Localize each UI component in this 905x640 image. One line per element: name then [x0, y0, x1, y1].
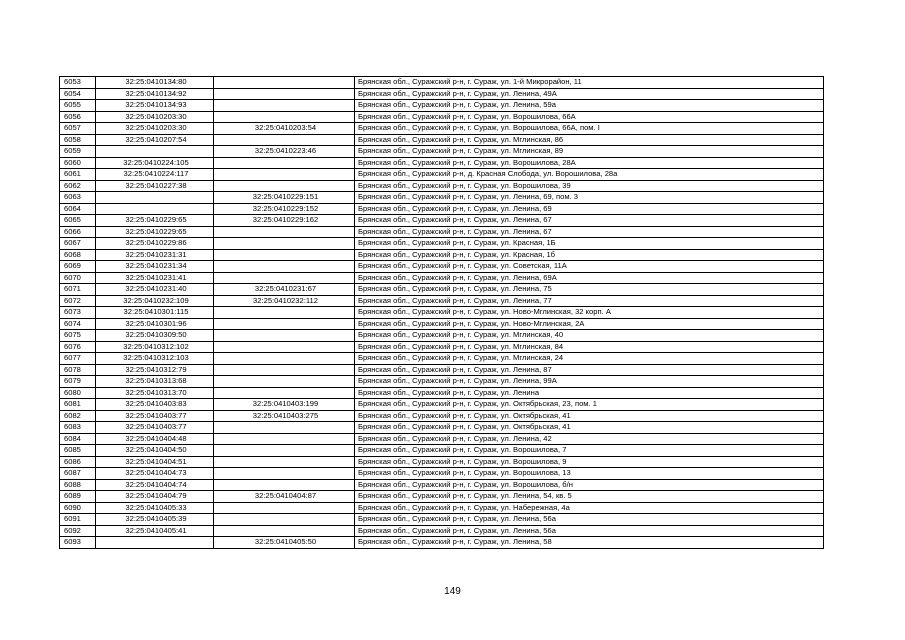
premises-cadastral-number-cell [214, 387, 355, 399]
premises-cadastral-number-cell [214, 111, 355, 123]
premises-cadastral-number-cell [214, 77, 355, 89]
table-row [60, 341, 824, 353]
row-number-cell: 6069 [60, 261, 96, 273]
premises-cadastral-number-cell: 32:25:0410229:151 [214, 192, 355, 204]
cadastral-number-cell: 32:25:0410309:50 [96, 330, 214, 342]
address-cell: Брянская обл., Суражский р-н, г. Сураж, ул. Ленина, 69, пом. 3 [355, 192, 824, 204]
premises-cadastral-number-cell [214, 88, 355, 100]
premises-cadastral-number-cell: 32:25:0410231:67 [214, 284, 355, 296]
cadastral-number-cell: 32:25:0410134:93 [96, 100, 214, 112]
premises-cadastral-number-cell [214, 134, 355, 146]
premises-cadastral-number-cell: 32:25:0410404:87 [214, 491, 355, 503]
cadastral-number-cell: 32:25:0410232:109 [96, 295, 214, 307]
cadastral-number-cell: 32:25:0410224:105 [96, 157, 214, 169]
address-cell: Брянская обл., Суражский р-н, г. Сураж, ул. Ленина, 59а [355, 100, 824, 112]
premises-cadastral-number-cell: 32:25:0410229:162 [214, 215, 355, 227]
row-number-cell: 6068 [60, 249, 96, 261]
table-row [60, 422, 824, 434]
cadastral-number-cell: 32:25:0410403:83 [96, 399, 214, 411]
address-cell: Брянская обл., Суражский р-н, г. Сураж, ул. Ворошилова, б/н [355, 479, 824, 491]
address-cell: Брянская обл., Суражский р-н, д. Красная Слобода, ул. Ворошилова, 28а [355, 169, 824, 181]
premises-cadastral-number-cell [214, 468, 355, 480]
cadastral-number-cell: 32:25:0410134:80 [96, 77, 214, 89]
premises-cadastral-number-cell [214, 422, 355, 434]
row-number-cell: 6077 [60, 353, 96, 365]
address-cell: Брянская обл., Суражский р-н, г. Сураж, ул. Набережная, 4а [355, 502, 824, 514]
table-row [60, 180, 824, 192]
address-cell: Брянская обл., Суражский р-н, г. Сураж, ул. Октябрьская, 41 [355, 410, 824, 422]
table-row [60, 215, 824, 227]
address-cell: Брянская обл., Суражский р-н, г. Сураж, ул. Ленина, 69А [355, 272, 824, 284]
premises-cadastral-number-cell [214, 456, 355, 468]
table-row [60, 295, 824, 307]
premises-cadastral-number-cell: 32:25:0410232:112 [214, 295, 355, 307]
table-row [60, 272, 824, 284]
row-number-cell: 6053 [60, 77, 96, 89]
address-cell: Брянская обл., Суражский р-н, г. Сураж, ул. Ленина, 87 [355, 364, 824, 376]
address-cell: Брянская обл., Суражский р-н, г. Сураж, ул. Ленина, 69 [355, 203, 824, 215]
table-row [60, 284, 824, 296]
cadastral-number-cell: 32:25:0410313:70 [96, 387, 214, 399]
address-cell: Брянская обл., Суражский р-н, г. Сураж, ул. Ленина, 67 [355, 215, 824, 227]
table-row [60, 88, 824, 100]
address-cell: Брянская обл., Суражский р-н, г. Сураж, ул. Ленина, 56а [355, 525, 824, 537]
cadastral-number-cell: 32:25:0410203:30 [96, 123, 214, 135]
cadastral-number-cell: 32:25:0410231:31 [96, 249, 214, 261]
cadastral-number-cell: 32:25:0410405:41 [96, 525, 214, 537]
premises-cadastral-number-cell: 32:25:0410223:46 [214, 146, 355, 158]
address-cell: Брянская обл., Суражский р-н, г. Сураж, ул. Ворошилова, 28А [355, 157, 824, 169]
page-number: 149 [444, 586, 461, 597]
address-cell: Брянская обл., Суражский р-н, г. Сураж, ул. Ленина, 77 [355, 295, 824, 307]
table-row [60, 100, 824, 112]
cadastral-number-cell: 32:25:0410403:77 [96, 422, 214, 434]
row-number-cell: 6074 [60, 318, 96, 330]
address-cell: Брянская обл., Суражский р-н, г. Сураж, ул. Ленина, 58 [355, 537, 824, 549]
premises-cadastral-number-cell [214, 261, 355, 273]
address-cell: Брянская обл., Суражский р-н, г. Сураж, ул. Октябрьская, 23, пом. 1 [355, 399, 824, 411]
cadastral-number-cell: 32:25:0410403:77 [96, 410, 214, 422]
premises-cadastral-number-cell [214, 502, 355, 514]
row-number-cell: 6063 [60, 192, 96, 204]
premises-cadastral-number-cell: 32:25:0410403:199 [214, 399, 355, 411]
address-cell: Брянская обл., Суражский р-н, г. Сураж, ул. Ворошилова, 66А, пом. I [355, 123, 824, 135]
premises-cadastral-number-cell [214, 353, 355, 365]
row-number-cell: 6082 [60, 410, 96, 422]
premises-cadastral-number-cell [214, 238, 355, 250]
premises-cadastral-number-cell [214, 226, 355, 238]
table-row [60, 479, 824, 491]
address-cell: Брянская обл., Суражский р-н, г. Сураж, ул. Мглинская, 24 [355, 353, 824, 365]
table-row [60, 123, 824, 135]
table-row [60, 445, 824, 457]
row-number-cell: 6078 [60, 364, 96, 376]
row-number-cell: 6073 [60, 307, 96, 319]
table-row [60, 318, 824, 330]
address-cell: Брянская обл., Суражский р-н, г. Сураж, ул. Мглинская, 84 [355, 341, 824, 353]
cadastral-number-cell: 32:25:0410231:40 [96, 284, 214, 296]
address-cell: Брянская обл., Суражский р-н, г. Сураж, ул. Ленина, 75 [355, 284, 824, 296]
cadastral-number-cell: 32:25:0410312:103 [96, 353, 214, 365]
premises-cadastral-number-cell [214, 433, 355, 445]
row-number-cell: 6086 [60, 456, 96, 468]
cadastral-number-cell: 32:25:0410405:33 [96, 502, 214, 514]
table-row [60, 203, 824, 215]
row-number-cell: 6070 [60, 272, 96, 284]
cadastral-number-cell: 32:25:0410312:102 [96, 341, 214, 353]
row-number-cell: 6083 [60, 422, 96, 434]
table-row [60, 387, 824, 399]
row-number-cell: 6062 [60, 180, 96, 192]
premises-cadastral-number-cell [214, 180, 355, 192]
table-row [60, 410, 824, 422]
table-row [60, 249, 824, 261]
row-number-cell: 6056 [60, 111, 96, 123]
table-row [60, 261, 824, 273]
row-number-cell: 6089 [60, 491, 96, 503]
table-row [60, 353, 824, 365]
row-number-cell: 6084 [60, 433, 96, 445]
address-cell: Брянская обл., Суражский р-н, г. Сураж, ул. Мглинская, 40 [355, 330, 824, 342]
address-cell: Брянская обл., Суражский р-н, г. Сураж, ул. Ленина, 54, кв. 5 [355, 491, 824, 503]
premises-cadastral-number-cell [214, 307, 355, 319]
table-row [60, 157, 824, 169]
cadastral-number-cell: 32:25:0410224:117 [96, 169, 214, 181]
row-number-cell: 6067 [60, 238, 96, 250]
address-cell: Брянская обл., Суражский р-н, г. Сураж, ул. Ленина, 99А [355, 376, 824, 388]
cadastral-number-cell: 32:25:0410134:92 [96, 88, 214, 100]
row-number-cell: 6066 [60, 226, 96, 238]
address-cell: Брянская обл., Суражский р-н, г. Сураж, ул. Красная, 1б [355, 249, 824, 261]
address-cell: Брянская обл., Суражский р-н, г. Сураж, ул. Ленина, 67 [355, 226, 824, 238]
table-row [60, 192, 824, 204]
table-row [60, 456, 824, 468]
cadastral-number-cell [96, 146, 214, 158]
address-cell: Брянская обл., Суражский р-н, г. Сураж, ул. Ново-Мглинская, 2А [355, 318, 824, 330]
cadastral-number-cell [96, 203, 214, 215]
cadastral-number-cell: 32:25:0410229:65 [96, 215, 214, 227]
premises-cadastral-number-cell [214, 479, 355, 491]
address-cell: Брянская обл., Суражский р-н, г. Сураж, ул. Ленина [355, 387, 824, 399]
premises-cadastral-number-cell [214, 330, 355, 342]
address-cell: Брянская обл., Суражский р-н, г. Сураж, ул. Мглинская, 89 [355, 146, 824, 158]
row-number-cell: 6054 [60, 88, 96, 100]
table-row [60, 134, 824, 146]
cadastral-number-cell: 32:25:0410405:39 [96, 514, 214, 526]
row-number-cell: 6059 [60, 146, 96, 158]
address-cell: Брянская обл., Суражский р-н, г. Сураж, ул. Ленина, 49А [355, 88, 824, 100]
table-row [60, 399, 824, 411]
premises-cadastral-number-cell [214, 376, 355, 388]
table-row [60, 525, 824, 537]
table-row [60, 364, 824, 376]
address-cell: Брянская обл., Суражский р-н, г. Сураж, ул. Ворошилова, 13 [355, 468, 824, 480]
address-cell: Брянская обл., Суражский р-н, г. Сураж, ул. Ворошилова, 9 [355, 456, 824, 468]
table-body [60, 77, 824, 549]
premises-cadastral-number-cell: 32:25:0410229:152 [214, 203, 355, 215]
cadastral-number-cell: 32:25:0410231:41 [96, 272, 214, 284]
cadastral-number-cell: 32:25:0410229:65 [96, 226, 214, 238]
premises-cadastral-number-cell [214, 341, 355, 353]
row-number-cell: 6088 [60, 479, 96, 491]
table-row [60, 502, 824, 514]
cadastral-number-cell: 32:25:0410404:50 [96, 445, 214, 457]
row-number-cell: 6087 [60, 468, 96, 480]
table-row [60, 376, 824, 388]
table-row [60, 491, 824, 503]
row-number-cell: 6060 [60, 157, 96, 169]
property-table-container [59, 76, 823, 549]
row-number-cell: 6093 [60, 537, 96, 549]
table-row [60, 433, 824, 445]
address-cell: Брянская обл., Суражский р-н, г. Сураж, ул. Советская, 11А [355, 261, 824, 273]
row-number-cell: 6079 [60, 376, 96, 388]
premises-cadastral-number-cell [214, 445, 355, 457]
row-number-cell: 6055 [60, 100, 96, 112]
table-row [60, 226, 824, 238]
address-cell: Брянская обл., Суражский р-н, г. Сураж, ул. Красная, 1Б [355, 238, 824, 250]
row-number-cell: 6092 [60, 525, 96, 537]
cadastral-number-cell: 32:25:0410301:96 [96, 318, 214, 330]
row-number-cell: 6071 [60, 284, 96, 296]
table-row [60, 169, 824, 181]
property-table [59, 76, 824, 549]
table-row [60, 537, 824, 549]
address-cell: Брянская обл., Суражский р-н, г. Сураж, ул. Мглинская, 86 [355, 134, 824, 146]
cadastral-number-cell: 32:25:0410404:48 [96, 433, 214, 445]
cadastral-number-cell: 32:25:0410207:54 [96, 134, 214, 146]
address-cell: Брянская обл., Суражский р-н, г. Сураж, ул. Ново-Мглинская, 32 корп. А [355, 307, 824, 319]
table-row [60, 514, 824, 526]
row-number-cell: 6057 [60, 123, 96, 135]
cadastral-number-cell: 32:25:0410404:51 [96, 456, 214, 468]
premises-cadastral-number-cell: 32:25:0410405:50 [214, 537, 355, 549]
address-cell: Брянская обл., Суражский р-н, г. Сураж, ул. Ворошилова, 7 [355, 445, 824, 457]
premises-cadastral-number-cell [214, 249, 355, 261]
table-row [60, 238, 824, 250]
premises-cadastral-number-cell [214, 514, 355, 526]
premises-cadastral-number-cell [214, 525, 355, 537]
cadastral-number-cell: 32:25:0410404:79 [96, 491, 214, 503]
premises-cadastral-number-cell [214, 318, 355, 330]
row-number-cell: 6064 [60, 203, 96, 215]
table-row [60, 146, 824, 158]
row-number-cell: 6058 [60, 134, 96, 146]
cadastral-number-cell: 32:25:0410229:86 [96, 238, 214, 250]
row-number-cell: 6075 [60, 330, 96, 342]
row-number-cell: 6065 [60, 215, 96, 227]
premises-cadastral-number-cell [214, 272, 355, 284]
address-cell: Брянская обл., Суражский р-н, г. Сураж, ул. Октябрьская, 41 [355, 422, 824, 434]
table-row [60, 330, 824, 342]
cadastral-number-cell [96, 192, 214, 204]
cadastral-number-cell: 32:25:0410227:38 [96, 180, 214, 192]
address-cell: Брянская обл., Суражский р-н, г. Сураж, ул. Ворошилова, 66А [355, 111, 824, 123]
premises-cadastral-number-cell [214, 364, 355, 376]
table-row [60, 111, 824, 123]
premises-cadastral-number-cell: 32:25:0410203:54 [214, 123, 355, 135]
premises-cadastral-number-cell: 32:25:0410403:275 [214, 410, 355, 422]
premises-cadastral-number-cell [214, 157, 355, 169]
row-number-cell: 6080 [60, 387, 96, 399]
table-row [60, 77, 824, 89]
table-row [60, 468, 824, 480]
row-number-cell: 6072 [60, 295, 96, 307]
row-number-cell: 6085 [60, 445, 96, 457]
row-number-cell: 6091 [60, 514, 96, 526]
cadastral-number-cell: 32:25:0410203:30 [96, 111, 214, 123]
cadastral-number-cell: 32:25:0410301:115 [96, 307, 214, 319]
premises-cadastral-number-cell [214, 169, 355, 181]
cadastral-number-cell: 32:25:0410312:79 [96, 364, 214, 376]
row-number-cell: 6076 [60, 341, 96, 353]
row-number-cell: 6061 [60, 169, 96, 181]
row-number-cell: 6090 [60, 502, 96, 514]
cadastral-number-cell: 32:25:0410404:74 [96, 479, 214, 491]
table-row [60, 307, 824, 319]
address-cell: Брянская обл., Суражский р-н, г. Сураж, ул. Ворошилова, 39 [355, 180, 824, 192]
cadastral-number-cell [96, 537, 214, 549]
row-number-cell: 6081 [60, 399, 96, 411]
address-cell: Брянская обл., Суражский р-н, г. Сураж, ул. Ленина, 56а [355, 514, 824, 526]
cadastral-number-cell: 32:25:0410313:68 [96, 376, 214, 388]
premises-cadastral-number-cell [214, 100, 355, 112]
cadastral-number-cell: 32:25:0410231:34 [96, 261, 214, 273]
cadastral-number-cell: 32:25:0410404:73 [96, 468, 214, 480]
address-cell: Брянская обл., Суражский р-н, г. Сураж, ул. Ленина, 42 [355, 433, 824, 445]
address-cell: Брянская обл., Суражский р-н, г. Сураж, ул. 1-й Микрорайон, 11 [355, 77, 824, 89]
